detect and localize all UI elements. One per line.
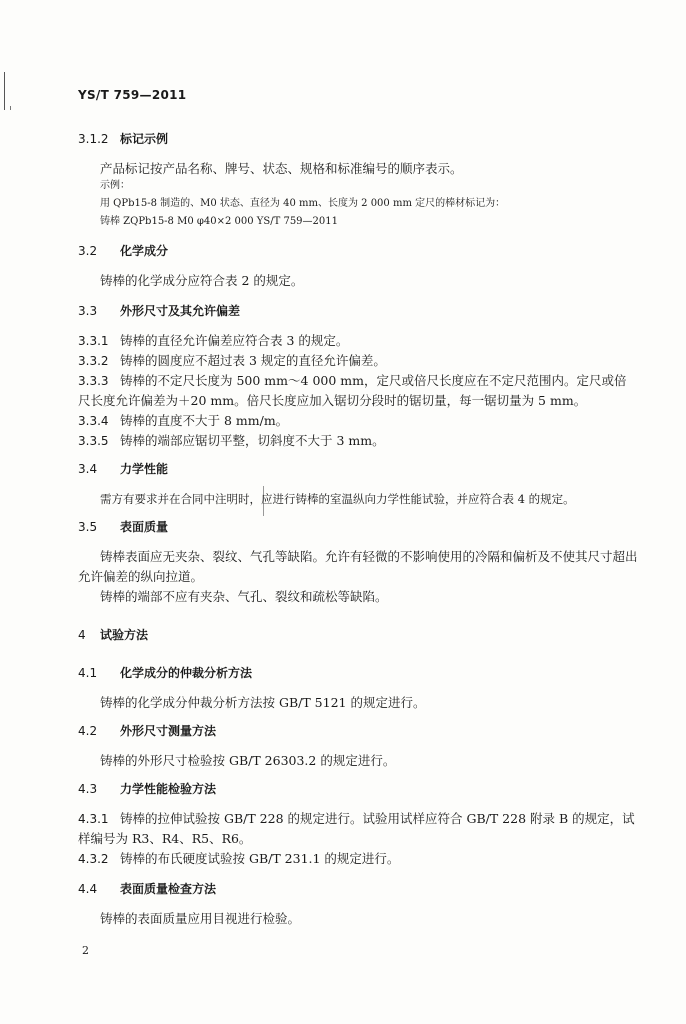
clause-3-3-5 — [78, 431, 638, 451]
section-title: 表面质量检查方法 — [120, 882, 217, 896]
section-3-1-2 — [78, 130, 638, 231]
scan-mark — [10, 106, 11, 110]
paragraph: 铸棒的化学成分应符合表 2 的规定。 — [100, 273, 304, 288]
section-heading — [78, 130, 638, 147]
clause-text: 铸棒的圆度应不超过表 3 规定的直径允许偏差。 — [120, 353, 386, 368]
clause-text: 铸棒的端部应锯切平整，切斜度不大于 3 mm。 — [120, 433, 385, 448]
section-number: 3.2 — [78, 244, 98, 258]
clause-text: 铸棒的直度不大于 8 mm/m。 — [120, 413, 289, 428]
section-4 — [78, 626, 638, 643]
section-number: 4.4 — [78, 882, 98, 896]
clause-number: 3.3.1 — [78, 334, 109, 348]
section-number: 3.1.2 — [78, 132, 109, 146]
section-heading — [78, 518, 638, 535]
section-title: 外形尺寸及其允许偏差 — [120, 304, 241, 318]
section-title: 力学性能检验方法 — [120, 782, 217, 796]
example-label: 示例： — [100, 180, 130, 191]
section-heading — [78, 242, 638, 259]
section-heading — [78, 664, 638, 681]
scan-mark — [4, 72, 5, 110]
clause-3-3-4 — [78, 411, 638, 431]
section-number: 4.3 — [78, 782, 98, 796]
section-title: 化学成分 — [120, 244, 169, 258]
example-marking: 铸棒 ZQPb15-8 M0 φ40×2 000 YS/T 759—2011 — [100, 216, 338, 227]
section-heading — [78, 780, 638, 797]
paragraph: 铸棒的外形尺寸检验按 GB/T 26303.2 的规定进行。 — [100, 753, 396, 768]
section-3-3 — [78, 302, 638, 451]
section-3-2 — [78, 242, 638, 291]
paragraph: 铸棒的化学成分仲裁分析方法按 GB/T 5121 的规定进行。 — [100, 695, 426, 710]
section-4-1 — [78, 664, 638, 713]
section-number: 3.3 — [78, 304, 98, 318]
paragraph: 铸棒的端部不应有夹杂、气孔、裂纹和疏松等缺陷。 — [100, 589, 388, 604]
clause-number: 3.3.5 — [78, 434, 109, 448]
section-heading — [78, 626, 638, 643]
clause-number: 3.3.3 — [78, 374, 109, 388]
section-4-4 — [78, 880, 638, 929]
paragraph: 铸棒的表面质量应用目视进行检验。 — [100, 911, 301, 926]
page-number: 2 — [82, 944, 89, 957]
clause-number: 4.3.1 — [78, 812, 109, 826]
section-number: 4.1 — [78, 666, 98, 680]
section-heading — [78, 460, 638, 477]
section-heading — [78, 302, 638, 319]
section-number: 4 — [78, 628, 86, 642]
clause-number: 3.3.2 — [78, 354, 109, 368]
section-4-3 — [78, 780, 638, 869]
section-number: 3.5 — [78, 520, 98, 534]
section-3-5 — [78, 518, 638, 607]
section-number: 4.2 — [78, 724, 98, 738]
clause-3-3-1 — [78, 331, 638, 351]
section-3-4 — [78, 460, 638, 509]
section-title: 外形尺寸测量方法 — [120, 724, 217, 738]
clause-number: 4.3.2 — [78, 852, 109, 866]
clause-3-3-2 — [78, 351, 638, 371]
section-title: 试验方法 — [100, 628, 149, 642]
section-number: 3.4 — [78, 462, 98, 476]
section-heading — [78, 722, 638, 739]
clause-number: 3.3.4 — [78, 414, 109, 428]
section-title: 标记示例 — [120, 132, 169, 146]
paragraph: 需方有要求并在合同中注明时，应进行铸棒的室温纵向力学性能试验，并应符合表 4 的规定。 — [100, 492, 575, 506]
clause-text: 铸棒的直径允许偏差应符合表 3 的规定。 — [120, 333, 349, 348]
clause-text: 铸棒的拉伸试验按 GB/T 228 的规定进行。试验用试样应符合 GB/T 228 附录 B 的规定，试样编号为 R3、R4、R5、R6。 — [78, 811, 635, 846]
example-description: 用 QPb15-8 制造的、M0 状态、直径为 40 mm、长度为 2 000 mm 定尺的棒材标记为： — [100, 198, 506, 209]
clause-4-3-2 — [78, 849, 638, 869]
section-title: 力学性能 — [120, 462, 169, 476]
clause-text: 铸棒的不定尺长度为 500 mm～4 000 mm，定尺或倍尺长度应在不定尺范围内。定尺或倍尺长度允许偏差为＋20 mm。倍尺长度应加入锯切分段时的锯切量，每一锯切量为 5 mm。 — [78, 373, 627, 408]
section-title: 表面质量 — [120, 520, 169, 534]
standard-header: YS/T 759—2011 — [78, 88, 187, 102]
clause-text: 铸棒的布氏硬度试验按 GB/T 231.1 的规定进行。 — [120, 851, 400, 866]
clause-4-3-1 — [78, 809, 638, 849]
section-4-2 — [78, 722, 638, 771]
section-title: 化学成分的仲裁分析方法 — [120, 666, 253, 680]
section-heading — [78, 880, 638, 897]
clause-3-3-3 — [78, 371, 638, 411]
paragraph: 铸棒表面应无夹杂、裂纹、气孔等缺陷。允许有轻微的不影响使用的冷隔和偏析及不使其尺寸超出允许偏差的纵向拉道。 — [78, 549, 638, 584]
paragraph: 产品标记按产品名称、牌号、状态、规格和标准编号的顺序表示。 — [100, 161, 463, 176]
